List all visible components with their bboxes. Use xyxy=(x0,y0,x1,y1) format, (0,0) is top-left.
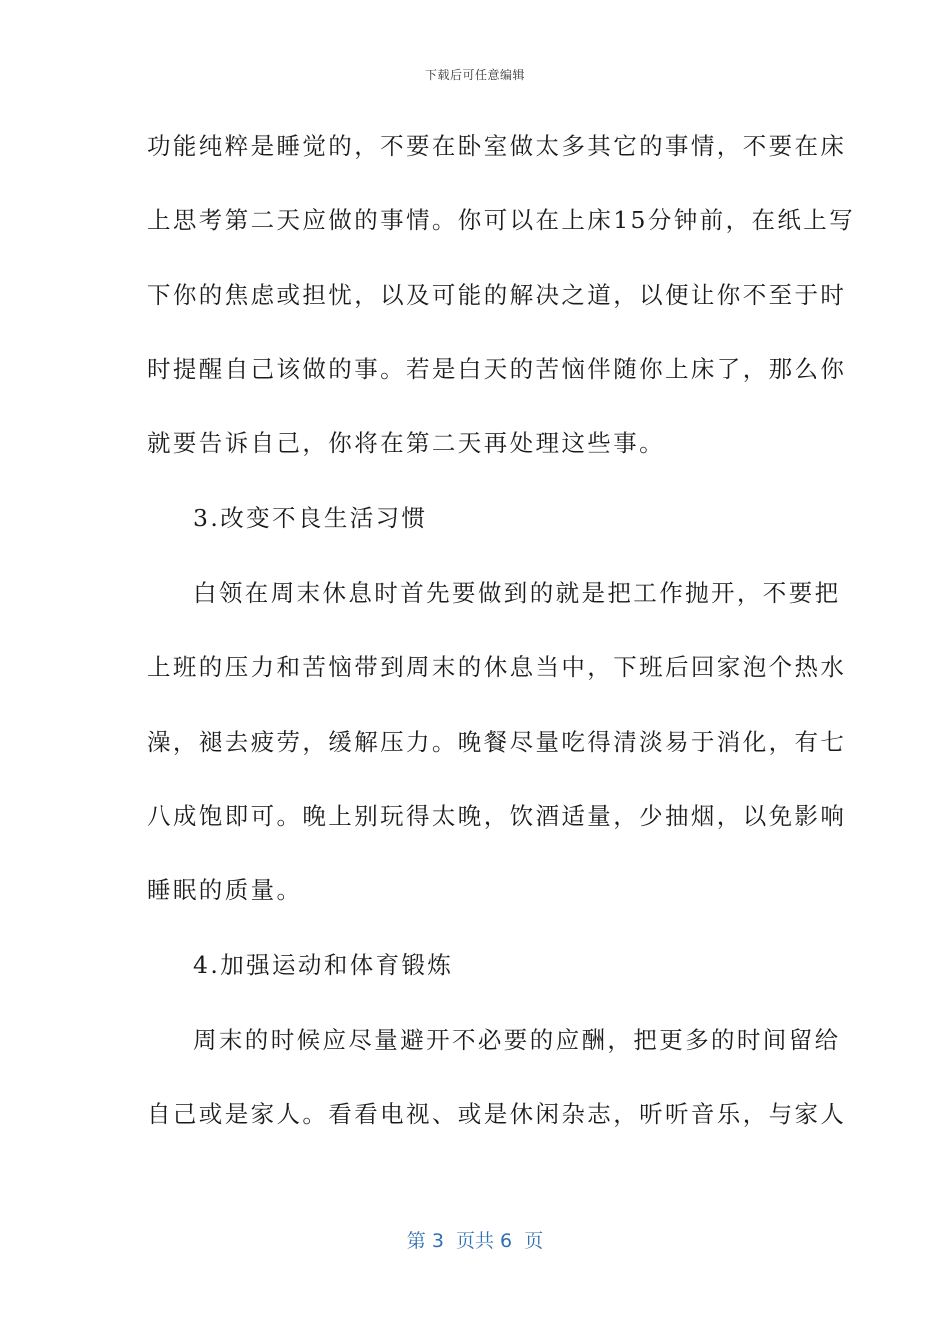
page-number-footer: 第 3 页共 6 页 xyxy=(406,1230,544,1252)
paragraph-line: 自己或是家人。看看电视、或是休闲杂志，听听音乐，与家人 xyxy=(147,1100,847,1128)
paragraph-line: 白领在周末休息时首先要做到的就是把工作抛开，不要把 xyxy=(193,579,841,607)
paragraph-line: 周末的时候应尽量避开不必要的应酬，把更多的时间留给 xyxy=(193,1026,841,1054)
paragraph-line: 时提醒自己该做的事。若是白天的苦恼伴随你上床了，那么你 xyxy=(147,355,847,383)
paragraph-line: 八成饱即可。晚上别玩得太晚，饮酒适量，少抽烟，以免影响 xyxy=(147,802,847,830)
paragraph-line: 澡，褪去疲劳，缓解压力。晚餐尽量吃得清淡易于消化，有七 xyxy=(147,728,847,756)
paragraph-line: 睡眠的质量。 xyxy=(147,876,303,904)
paragraph-line: 上思考第二天应做的事情。你可以在上床15分钟前，在纸上写 xyxy=(147,206,856,234)
paragraph-line: 功能纯粹是睡觉的，不要在卧室做太多其它的事情，不要在床 xyxy=(147,132,847,160)
page-header: 下载后可任意编辑 xyxy=(424,68,525,82)
section-heading: 4.加强运动和体育锻炼 xyxy=(193,951,454,979)
paragraph-line: 上班的压力和苦恼带到周末的休息当中，下班后回家泡个热水 xyxy=(147,653,847,681)
paragraph-line: 下你的焦虑或担忧，以及可能的解决之道，以便让你不至于时 xyxy=(147,281,847,309)
section-heading: 3.改变不良生活习惯 xyxy=(193,504,428,532)
paragraph-line: 就要告诉自己，你将在第二天再处理这些事。 xyxy=(147,429,665,457)
